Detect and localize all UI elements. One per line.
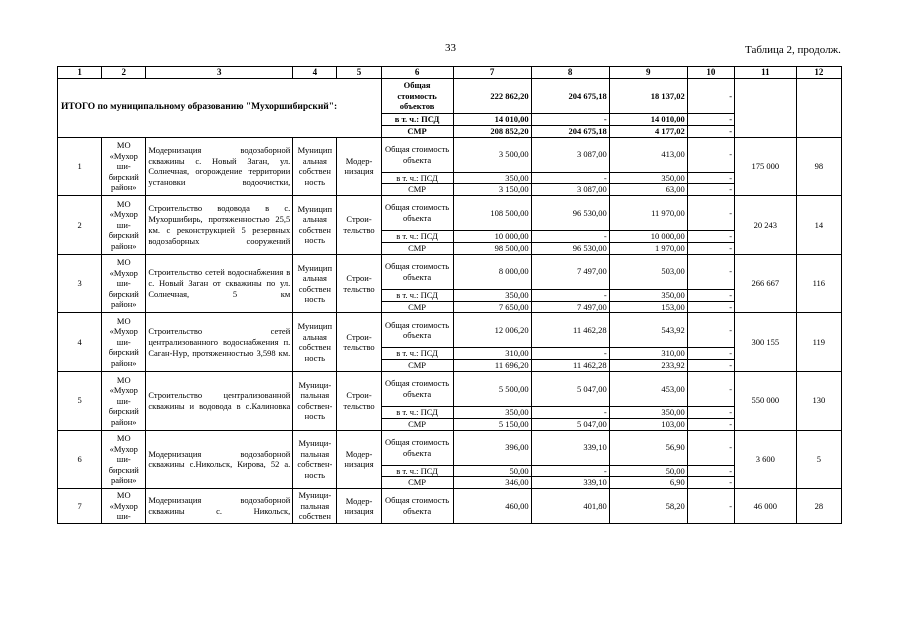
- value-cell-7: 396,00: [453, 430, 531, 465]
- table-row: [58, 489, 842, 524]
- value-cell-9: 1 970,00: [609, 242, 687, 254]
- row-number: 2: [58, 196, 102, 255]
- col-header: 11: [735, 67, 797, 79]
- object-name-cell: Строительство сетей централизованного водоснабжения п. Саган-Нур, протяженностью 3,598 км.: [146, 313, 293, 372]
- work-type-cell: Строи- тельство: [337, 371, 381, 430]
- totals-row: [58, 79, 842, 114]
- municipality-cell: МО «Мухор ши- бирский район»: [102, 313, 146, 372]
- value-cell-10: -: [687, 125, 734, 137]
- value-cell-9: 56,90: [609, 430, 687, 465]
- type-cell: Общая стоимость объекта: [381, 313, 453, 348]
- municipality-cell: МО «Мухор ши- бирский район»: [102, 371, 146, 430]
- col11-cell: 20 243: [735, 196, 797, 255]
- object-name-cell: Строительство централизованной скважины и водовода в с.Калиновка: [146, 371, 293, 430]
- value-cell-10: -: [687, 137, 734, 172]
- value-cell-8: -: [531, 348, 609, 360]
- col12-cell: 119: [796, 313, 841, 372]
- value-cell-9: 58,20: [609, 489, 687, 524]
- col12-cell: 28: [796, 489, 841, 524]
- value-cell-10: -: [687, 406, 734, 418]
- col-header: 8: [531, 67, 609, 79]
- value-cell-7: 108 500,00: [453, 196, 531, 231]
- col12-cell: 116: [796, 254, 841, 313]
- value-cell-10: -: [687, 184, 734, 196]
- value-cell-10: -: [687, 313, 734, 348]
- municipality-cell: МО «Мухор ши- бирский район»: [102, 430, 146, 489]
- value-cell-10: -: [687, 172, 734, 184]
- ownership-cell: Муницип альная собствен ность: [293, 196, 337, 255]
- type-cell: Общая стоимость объекта: [381, 489, 453, 524]
- value-cell-8: 5 047,00: [531, 371, 609, 406]
- col-header: 12: [796, 67, 841, 79]
- value-cell-7: 5 500,00: [453, 371, 531, 406]
- value-cell-8: 339,10: [531, 477, 609, 489]
- type-cell: Общая стоимость объекта: [381, 254, 453, 289]
- value-cell-8: 3 087,00: [531, 184, 609, 196]
- value-cell-10: -: [687, 430, 734, 465]
- page-number: 33: [445, 42, 456, 54]
- value-cell-8: 204 675,18: [531, 125, 609, 137]
- type-cell: Общая стоимость объекта: [381, 371, 453, 406]
- municipality-cell: МО «Мухор ши- бирский район»: [102, 196, 146, 255]
- value-cell-8: 11 462,28: [531, 360, 609, 372]
- type-cell: СМР: [381, 242, 453, 254]
- col12-cell: 130: [796, 371, 841, 430]
- value-cell-8: 5 047,00: [531, 418, 609, 430]
- col-header: 2: [102, 67, 146, 79]
- object-name-cell: Модернизация водозаборной скважины с. Новый Заган, ул. Солнечная, огорождение территории установки водоочистки,: [146, 137, 293, 196]
- work-type-cell: Строи- тельство: [337, 313, 381, 372]
- value-cell-10: -: [687, 254, 734, 289]
- value-cell-9: 543,92: [609, 313, 687, 348]
- value-cell-9: 14 010,00: [609, 114, 687, 126]
- work-type-cell: Модер- низация: [337, 430, 381, 489]
- value-cell-9: 6,90: [609, 477, 687, 489]
- value-cell-10: -: [687, 231, 734, 243]
- value-cell-9: 233,92: [609, 360, 687, 372]
- type-cell: Общая стоимость объекта: [381, 137, 453, 172]
- work-type-cell: Модер- низация: [337, 489, 381, 524]
- value-cell-9: 10 000,00: [609, 231, 687, 243]
- value-cell-8: 96 530,00: [531, 242, 609, 254]
- value-cell-7: 7 650,00: [453, 301, 531, 313]
- table-row: [58, 137, 842, 172]
- col11-cell: 175 000: [735, 137, 797, 196]
- value-cell-9: 453,00: [609, 371, 687, 406]
- col12-cell: 5: [796, 430, 841, 489]
- value-cell-9: 503,00: [609, 254, 687, 289]
- value-cell-8: 7 497,00: [531, 301, 609, 313]
- col-header: 10: [687, 67, 734, 79]
- type-cell: в т. ч.: ПСД: [381, 406, 453, 418]
- value-cell-10: -: [687, 418, 734, 430]
- column-header-row: [58, 67, 842, 79]
- col-header: 4: [293, 67, 337, 79]
- value-cell-7: 460,00: [453, 489, 531, 524]
- ownership-cell: Муницип альная собствен ность: [293, 254, 337, 313]
- col-header: 1: [58, 67, 102, 79]
- value-cell-10: -: [687, 371, 734, 406]
- type-cell: СМР: [381, 418, 453, 430]
- value-cell-8: 96 530,00: [531, 196, 609, 231]
- type-cell: СМР: [381, 125, 453, 137]
- value-cell-7: 12 006,20: [453, 313, 531, 348]
- value-cell-9: 350,00: [609, 406, 687, 418]
- work-type-cell: Строи- тельство: [337, 254, 381, 313]
- ownership-cell: Муници- пальная собствен- ность: [293, 371, 337, 430]
- object-name-cell: Строительство сетей водоснабжения в с. Новый Заган от скважины по ул. Солнечная, 5 км: [146, 254, 293, 313]
- col11-cell: 550 000: [735, 371, 797, 430]
- table-row: [58, 254, 842, 289]
- col12-cell: 14: [796, 196, 841, 255]
- work-type-cell: Модер- низация: [337, 137, 381, 196]
- work-type-cell: Строи- тельство: [337, 196, 381, 255]
- col12-cell: [796, 79, 841, 138]
- type-cell: Общая стоимость объекта: [381, 430, 453, 465]
- row-number: 6: [58, 430, 102, 489]
- type-cell: Общая стоимость объектов: [381, 79, 453, 114]
- row-number: 3: [58, 254, 102, 313]
- type-cell: в т. ч.: ПСД: [381, 172, 453, 184]
- value-cell-7: 8 000,00: [453, 254, 531, 289]
- row-number: 7: [58, 489, 102, 524]
- value-cell-10: -: [687, 360, 734, 372]
- col-header: 7: [453, 67, 531, 79]
- value-cell-10: -: [687, 477, 734, 489]
- ownership-cell: Муници- пальная собствен: [293, 489, 337, 524]
- value-cell-7: 350,00: [453, 289, 531, 301]
- municipality-cell: МО «Мухор ши-: [102, 489, 146, 524]
- ownership-cell: Муници- пальная собствен- ность: [293, 430, 337, 489]
- col12-cell: 98: [796, 137, 841, 196]
- value-cell-8: -: [531, 465, 609, 477]
- value-cell-7: 350,00: [453, 172, 531, 184]
- type-cell: СМР: [381, 301, 453, 313]
- value-cell-10: -: [687, 289, 734, 301]
- value-cell-8: 401,80: [531, 489, 609, 524]
- municipality-cell: МО «Мухор ши- бирский район»: [102, 254, 146, 313]
- municipality-cell: МО «Мухор ши- бирский район»: [102, 137, 146, 196]
- value-cell-10: -: [687, 489, 734, 524]
- value-cell-7: 10 000,00: [453, 231, 531, 243]
- value-cell-9: 50,00: [609, 465, 687, 477]
- value-cell-8: 11 462,28: [531, 313, 609, 348]
- type-cell: в т. ч.: ПСД: [381, 231, 453, 243]
- ownership-cell: Муницип альная собствен ность: [293, 313, 337, 372]
- value-cell-8: 204 675,18: [531, 79, 609, 114]
- value-cell-8: 7 497,00: [531, 254, 609, 289]
- col11-cell: 300 155: [735, 313, 797, 372]
- value-cell-7: 14 010,00: [453, 114, 531, 126]
- type-cell: в т. ч.: ПСД: [381, 465, 453, 477]
- col-header: 3: [146, 67, 293, 79]
- value-cell-9: 350,00: [609, 289, 687, 301]
- value-cell-8: 339,10: [531, 430, 609, 465]
- type-cell: СМР: [381, 360, 453, 372]
- value-cell-7: 222 862,20: [453, 79, 531, 114]
- totals-label: ИТОГО по муниципальному образованию "Мухоршибирский":: [58, 79, 382, 138]
- value-cell-9: 310,00: [609, 348, 687, 360]
- value-cell-10: -: [687, 465, 734, 477]
- table-row: [58, 196, 842, 231]
- value-cell-7: 3 150,00: [453, 184, 531, 196]
- value-cell-10: -: [687, 79, 734, 114]
- data-table: [57, 66, 842, 524]
- value-cell-7: 350,00: [453, 406, 531, 418]
- value-cell-9: 18 137,02: [609, 79, 687, 114]
- type-cell: в т. ч.: ПСД: [381, 348, 453, 360]
- col11-cell: 266 667: [735, 254, 797, 313]
- col-header: 6: [381, 67, 453, 79]
- col-header: 5: [337, 67, 381, 79]
- type-cell: СМР: [381, 477, 453, 489]
- col11-cell: [735, 79, 797, 138]
- value-cell-9: 350,00: [609, 172, 687, 184]
- table-row: [58, 430, 842, 465]
- value-cell-9: 4 177,02: [609, 125, 687, 137]
- type-cell: в т. ч.: ПСД: [381, 114, 453, 126]
- row-number: 4: [58, 313, 102, 372]
- value-cell-7: 11 696,20: [453, 360, 531, 372]
- value-cell-9: 103,00: [609, 418, 687, 430]
- value-cell-9: 153,00: [609, 301, 687, 313]
- type-cell: СМР: [381, 184, 453, 196]
- table-row: [58, 313, 842, 348]
- value-cell-8: -: [531, 231, 609, 243]
- value-cell-9: 11 970,00: [609, 196, 687, 231]
- value-cell-10: -: [687, 301, 734, 313]
- ownership-cell: Муницип альная собствен ность: [293, 137, 337, 196]
- value-cell-8: -: [531, 172, 609, 184]
- value-cell-10: -: [687, 242, 734, 254]
- value-cell-10: -: [687, 196, 734, 231]
- col11-cell: 3 600: [735, 430, 797, 489]
- object-name-cell: Модернизация водозаборной скважины с.Никольск, Кирова, 52 а.: [146, 430, 293, 489]
- row-number: 5: [58, 371, 102, 430]
- col-header: 9: [609, 67, 687, 79]
- value-cell-7: 50,00: [453, 465, 531, 477]
- col11-cell: 46 000: [735, 489, 797, 524]
- value-cell-8: -: [531, 406, 609, 418]
- object-name-cell: Модернизация водозаборной скважины с. Никольск,: [146, 489, 293, 524]
- value-cell-7: 346,00: [453, 477, 531, 489]
- value-cell-8: -: [531, 114, 609, 126]
- type-cell: Общая стоимость объекта: [381, 196, 453, 231]
- table-row: [58, 371, 842, 406]
- row-number: 1: [58, 137, 102, 196]
- object-name-cell: Строительство водовода в с. Мухоршибирь, протяженностью 25,5 км. с реконструкцией 5 резервных водозаборных сооружений: [146, 196, 293, 255]
- value-cell-8: -: [531, 289, 609, 301]
- value-cell-7: 98 500,00: [453, 242, 531, 254]
- table-caption: Таблица 2, продолж.: [745, 44, 841, 56]
- value-cell-7: 208 852,20: [453, 125, 531, 137]
- value-cell-7: 310,00: [453, 348, 531, 360]
- value-cell-7: 5 150,00: [453, 418, 531, 430]
- value-cell-10: -: [687, 114, 734, 126]
- value-cell-10: -: [687, 348, 734, 360]
- value-cell-8: 3 087,00: [531, 137, 609, 172]
- type-cell: в т. ч.: ПСД: [381, 289, 453, 301]
- value-cell-9: 413,00: [609, 137, 687, 172]
- value-cell-7: 3 500,00: [453, 137, 531, 172]
- value-cell-9: 63,00: [609, 184, 687, 196]
